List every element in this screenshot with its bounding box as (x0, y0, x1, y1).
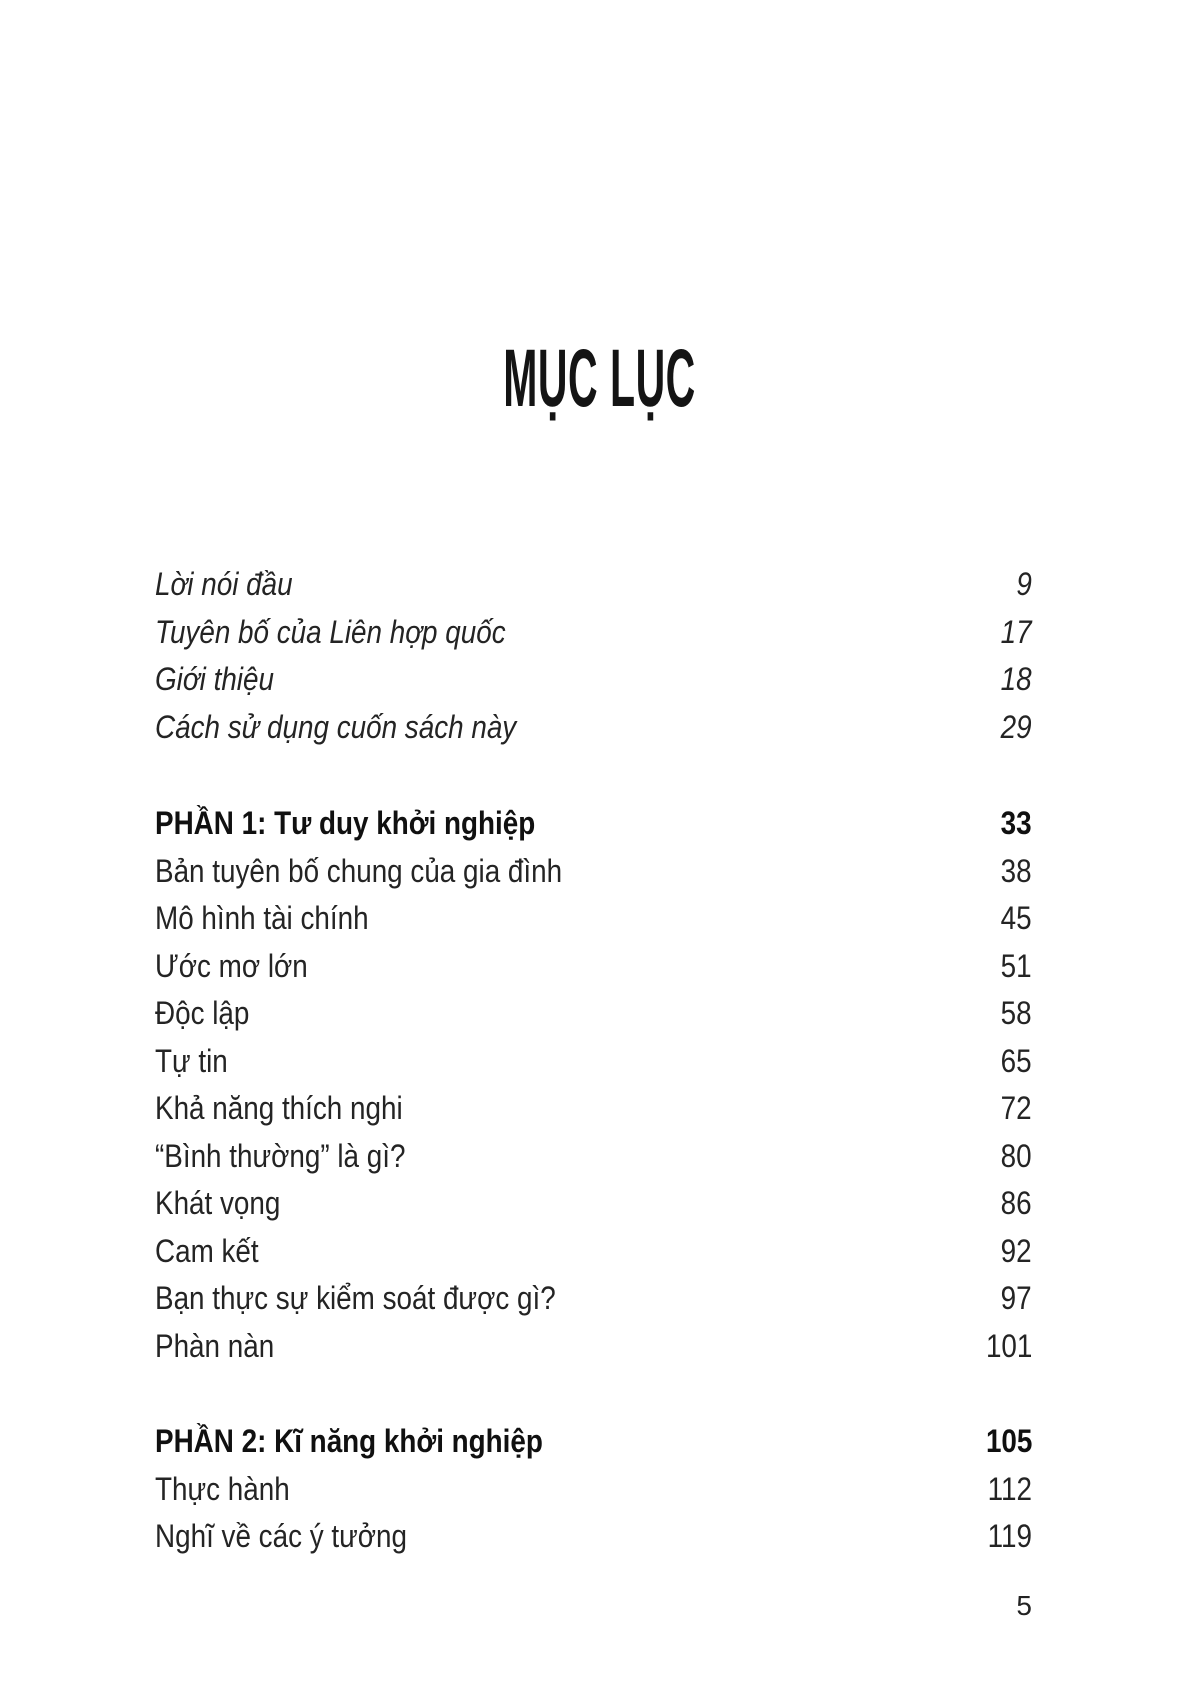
toc-row (155, 895, 1032, 943)
toc-entry-label: Giới thiệu (155, 661, 274, 697)
section-2-block (155, 1418, 1032, 1561)
footer-page-number: 5 (1016, 1590, 1032, 1621)
toc-entry-page: 101 (985, 1327, 1032, 1364)
toc-entry-page: 51 (1001, 947, 1032, 984)
toc-entry-label: Cam kết (155, 1232, 259, 1269)
toc-entry-label: Phàn nàn (155, 1327, 275, 1364)
toc-row (155, 1038, 1032, 1086)
toc-row (155, 990, 1032, 1038)
toc-row (155, 1180, 1032, 1228)
toc-entry-page: 29 (1001, 708, 1032, 745)
toc-entry-page: 112 (987, 1470, 1032, 1507)
toc-entry-label: Ước mơ lớn (155, 947, 308, 984)
toc-row (155, 656, 1032, 704)
toc-entry-label: Nghĩ về các ý tưởng (155, 1518, 407, 1554)
toc-entry-label: Khát vọng (155, 1185, 281, 1221)
page-title (0, 333, 1200, 424)
toc-entry-page: 72 (1001, 1090, 1032, 1126)
toc-entry-label: Khả năng thích nghi (155, 1090, 403, 1126)
toc-entry-page: 45 (1001, 900, 1032, 936)
toc-entry-page: 92 (1001, 1232, 1032, 1269)
toc-entry-label: Mô hình tài chính (155, 900, 369, 936)
toc-entry-label: Độc lập (155, 995, 250, 1031)
toc-entry-page: 97 (1001, 1280, 1032, 1316)
front-matter-block (155, 561, 1032, 751)
section-heading-row (155, 1418, 1032, 1466)
toc-row (155, 1228, 1032, 1276)
toc-entry-page: 58 (1001, 995, 1032, 1031)
toc-entry-label: Tuyên bố của Liên hợp quốc (155, 613, 506, 650)
toc-entry-label: Cách sử dụng cuốn sách này (155, 708, 517, 745)
toc-row (155, 561, 1032, 609)
section-heading-label: PHẦN 1: Tư duy khởi nghiệp (155, 805, 536, 841)
section-heading-page: 105 (985, 1423, 1032, 1459)
toc-entry-label: Tự tin (155, 1042, 228, 1079)
toc-row (155, 943, 1032, 991)
toc-row (155, 704, 1032, 752)
toc-row (155, 848, 1032, 896)
section-heading-page: 33 (1001, 805, 1032, 841)
toc-entry-page: 17 (1001, 613, 1032, 650)
toc-row (155, 1466, 1032, 1514)
page-title-text: MỤC LỤC (503, 333, 697, 424)
toc-row (155, 1323, 1032, 1371)
toc-entry-label: Bản tuyên bố chung của gia đình (155, 852, 563, 889)
section-heading-row (155, 800, 1032, 848)
toc-entry-page: 18 (1001, 661, 1032, 697)
toc-row (155, 1133, 1032, 1181)
toc-entry-label: “Bình thường” là gì? (155, 1137, 406, 1174)
section-1-block (155, 800, 1032, 1370)
toc-row (155, 1085, 1032, 1133)
toc-entry-label: Thực hành (155, 1470, 290, 1507)
toc-entry-page: 38 (1001, 852, 1032, 889)
toc-entry-page: 65 (1001, 1042, 1032, 1079)
toc-row (155, 1275, 1032, 1323)
toc-entry-label: Lời nói đầu (155, 566, 293, 602)
toc-entry-page: 80 (1001, 1137, 1032, 1174)
toc-entry-label: Bạn thực sự kiểm soát được gì? (155, 1280, 556, 1316)
toc-entry-page: 9 (1016, 566, 1032, 602)
section-heading-label: PHẦN 2: Kĩ năng khởi nghiệp (155, 1423, 543, 1459)
toc-row (155, 1513, 1032, 1561)
toc-entry-page: 86 (1001, 1185, 1032, 1221)
toc-row (155, 609, 1032, 657)
toc-entry-page: 119 (987, 1518, 1032, 1554)
